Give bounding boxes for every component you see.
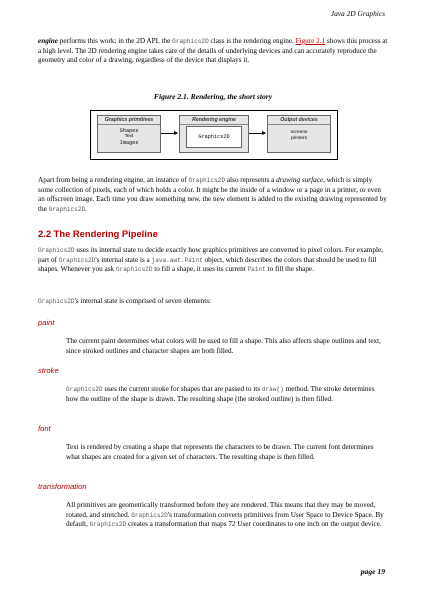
figure-caption: Figure 2.1. Rendering, the short story [153, 92, 273, 101]
state-elements-paragraph: Graphics2D's internal state is comprised of seven elements: [38, 297, 212, 305]
page-number: page 19 [360, 567, 385, 576]
paint-description: The current paint determines what colors will be used to fill a shape. This also affects shape outlines and text, since stroked outlines and character shapes are both filled. [66, 337, 381, 355]
transformation-description: All primitives are geometrically transformed before they are rendered. This means that they may be moved, rotated, and stretched. Graphics2D's transformation converts primitives from User Space to Device Space. By default, Graphics2D creates a transformation that maps 72 User coordinates to one inch on the output device. [66, 501, 384, 529]
figure-link[interactable]: Figure 2.1 [295, 37, 326, 45]
output-devices-box: Output devices screens printers [267, 115, 331, 153]
term-transformation: transformation [38, 482, 87, 491]
font-description: Text is rendered by creating a shape that represents the characters to be drawn. The current font determines what shapes are created for a given set of characters. The resulting shape is then filled. [66, 443, 374, 461]
pipeline-paragraph: Graphics2D uses its internal state to decide exactly how graphics primitives are converted to pixel colors. For example, part of Graphics2D's internal state is a java.awt.Paint object, which describes the colors that should be used to fill shapes. Whenever you ask Graphics2D to fill a shape, it uses its current Paint to fill the shape. [38, 246, 383, 274]
intro-paragraph: engine performs this work; in the 2D API, the Graphics2D class is the rendering engine. Figure 2.1 shows this process at a high level. The 2D rendering engine takes care of the details of underlying devices and can accurately reproduce the geometry and color of a drawing, regardless of the device that displays it. [38, 37, 388, 65]
rendering-figure [90, 110, 338, 160]
term-stroke: stroke [38, 366, 59, 375]
running-header: Java 2D Graphics [330, 9, 385, 18]
term-font: font [38, 424, 51, 433]
term-paint: paint [38, 318, 55, 327]
stroke-description: Graphics2D uses the current stroke for shapes that are passed to its draw() method. The stroke determines how the outline of the shape is drawn. The resulting shape (the stroked outline) is then filled. [66, 385, 375, 403]
drawing-surface-paragraph: Apart from being a rendering engine, an instance of Graphics2D also represents a drawing surface, which is simply some collection of pixels, each of which holds a color. It might be the inside of a window or a page in a printer, or even an offscreen image. Each time you draw something new, the new element is added to the existing drawing represented by the Graphics2D. [38, 176, 387, 213]
arrow-icon [161, 133, 177, 134]
section-heading: 2.2 The Rendering Pipeline [38, 228, 158, 239]
arrow-icon [249, 133, 265, 134]
rendering-engine-box: Rendering engine Graphics2D [179, 115, 249, 153]
graphics-primitives-box: Graphics primitives Shapes Text Images [97, 115, 161, 153]
